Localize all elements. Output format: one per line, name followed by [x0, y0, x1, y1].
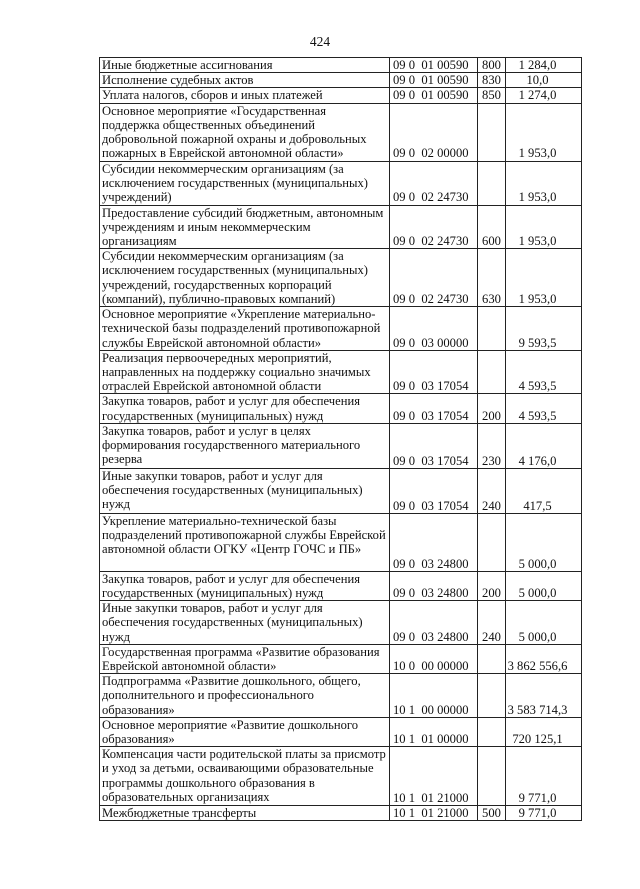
row-name-cell: Основное мероприятие «Государственная поддержка общественных объединений добровольной пожарной охраны и добровольных пожарных в Еврейской автономной области» — [100, 103, 390, 161]
row-expense-type-cell: 500 — [478, 806, 506, 821]
row-name-cell: Субсидии некоммерческим организациям (за исключением государственных (муниципальных) учреждений) — [100, 161, 390, 205]
row-code-cell: 09 0 01 00590 — [390, 73, 478, 88]
row-sum-cell: 4 593,5 — [506, 350, 582, 394]
table-row — [100, 249, 582, 307]
row-sum-cell: 3 583 714,3 — [506, 674, 582, 718]
table-row — [100, 601, 582, 645]
row-code-cell: 10 1 00 00000 — [390, 674, 478, 718]
row-code-cell: 09 0 01 00590 — [390, 58, 478, 73]
row-expense-type-cell: 240 — [478, 468, 506, 513]
table-row — [100, 73, 582, 88]
table-row — [100, 717, 582, 746]
table-row — [100, 350, 582, 394]
table-row — [100, 58, 582, 73]
row-sum-cell: 5 000,0 — [506, 571, 582, 600]
budget-table — [99, 57, 582, 821]
row-code-cell: 10 0 00 00000 — [390, 644, 478, 673]
row-expense-type-cell — [478, 644, 506, 673]
row-expense-type-cell: 240 — [478, 601, 506, 645]
row-name-cell: Реализация первоочередных мероприятий, направленных на поддержку социально значимых отраслей Еврейской автономной области — [100, 350, 390, 394]
row-name-cell: Государственная программа «Развитие образования Еврейской автономной области» — [100, 644, 390, 673]
row-code-cell: 09 0 02 24730 — [390, 249, 478, 307]
row-code-cell: 10 1 01 21000 — [390, 806, 478, 821]
table-row — [100, 747, 582, 806]
row-name-cell: Укрепление материально-технической базы подразделений противопожарной службы Еврейской автономной области ОГКУ «Центр ГОЧС и ПБ» — [100, 513, 390, 571]
row-code-cell: 09 0 03 17054 — [390, 350, 478, 394]
row-name-cell: Основное мероприятие «Развитие дошкольного образования» — [100, 717, 390, 746]
budget-table-body — [100, 58, 582, 821]
row-expense-type-cell — [478, 513, 506, 571]
row-code-cell: 09 0 03 00000 — [390, 307, 478, 351]
table-row — [100, 806, 582, 821]
row-expense-type-cell — [478, 161, 506, 205]
row-name-cell: Подпрограмма «Развитие дошкольного, общего, дополнительного и профессионального образования» — [100, 674, 390, 718]
row-sum-cell: 9 771,0 — [506, 747, 582, 806]
table-row — [100, 394, 582, 423]
row-sum-cell: 1 274,0 — [506, 88, 582, 103]
table-row — [100, 674, 582, 718]
row-expense-type-cell: 230 — [478, 423, 506, 468]
row-sum-cell: 1 284,0 — [506, 58, 582, 73]
row-name-cell: Закупка товаров, работ и услуг для обеспечения государственных (муниципальных) нужд — [100, 394, 390, 423]
row-sum-cell: 5 000,0 — [506, 601, 582, 645]
table-row — [100, 644, 582, 673]
row-expense-type-cell — [478, 674, 506, 718]
row-sum-cell: 1 953,0 — [506, 103, 582, 161]
row-code-cell: 09 0 03 17054 — [390, 468, 478, 513]
row-expense-type-cell — [478, 307, 506, 351]
row-expense-type-cell: 850 — [478, 88, 506, 103]
row-sum-cell: 4 593,5 — [506, 394, 582, 423]
row-name-cell: Субсидии некоммерческим организациям (за исключением государственных (муниципальных) учреждений, государственных корпораций (компаний), публично-правовых компаний) — [100, 249, 390, 307]
row-sum-cell: 1 953,0 — [506, 249, 582, 307]
row-name-cell: Иные закупки товаров, работ и услуг для обеспечения государственных (муниципальных) нужд — [100, 601, 390, 645]
row-name-cell: Основное мероприятие «Укрепление материально-технической базы подразделений противопожарной службы Еврейской автономной области» — [100, 307, 390, 351]
table-row — [100, 423, 582, 468]
table-row — [100, 88, 582, 103]
row-sum-cell: 1 953,0 — [506, 205, 582, 249]
row-code-cell: 09 0 03 24800 — [390, 513, 478, 571]
table-row — [100, 205, 582, 249]
table-row — [100, 307, 582, 351]
row-code-cell: 09 0 02 00000 — [390, 103, 478, 161]
row-sum-cell: 1 953,0 — [506, 161, 582, 205]
row-name-cell: Межбюджетные трансферты — [100, 806, 390, 821]
table-row — [100, 161, 582, 205]
table-row — [100, 103, 582, 161]
row-name-cell: Иные закупки товаров, работ и услуг для обеспечения государственных (муниципальных) нужд — [100, 468, 390, 513]
row-code-cell: 09 0 02 24730 — [390, 205, 478, 249]
row-sum-cell: 9 593,5 — [506, 307, 582, 351]
row-expense-type-cell: 830 — [478, 73, 506, 88]
row-expense-type-cell: 600 — [478, 205, 506, 249]
row-code-cell: 10 1 01 21000 — [390, 747, 478, 806]
row-expense-type-cell — [478, 103, 506, 161]
row-code-cell: 09 0 02 24730 — [390, 161, 478, 205]
row-sum-cell: 3 862 556,6 — [506, 644, 582, 673]
row-name-cell: Закупка товаров, работ и услуг в целях формирования государственного материального резерва — [100, 423, 390, 468]
row-code-cell: 09 0 01 00590 — [390, 88, 478, 103]
row-name-cell: Предоставление субсидий бюджетным, автономным учреждениям и иным некоммерческим организациям — [100, 205, 390, 249]
row-sum-cell: 5 000,0 — [506, 513, 582, 571]
row-expense-type-cell — [478, 717, 506, 746]
row-expense-type-cell — [478, 747, 506, 806]
row-expense-type-cell: 200 — [478, 571, 506, 600]
row-code-cell: 09 0 03 24800 — [390, 571, 478, 600]
row-code-cell: 09 0 03 24800 — [390, 601, 478, 645]
row-expense-type-cell: 800 — [478, 58, 506, 73]
row-sum-cell: 9 771,0 — [506, 806, 582, 821]
row-sum-cell: 417,5 — [506, 468, 582, 513]
row-expense-type-cell — [478, 350, 506, 394]
page-number: 424 — [309, 34, 331, 49]
row-code-cell: 09 0 03 17054 — [390, 394, 478, 423]
row-name-cell: Компенсация части родительской платы за присмотр и уход за детьми, осваивающими образовательные программы дошкольного образования в образовательных организациях — [100, 747, 390, 806]
row-name-cell: Уплата налогов, сборов и иных платежей — [100, 88, 390, 103]
row-sum-cell: 10,0 — [506, 73, 582, 88]
row-name-cell: Закупка товаров, работ и услуг для обеспечения государственных (муниципальных) нужд — [100, 571, 390, 600]
table-row — [100, 468, 582, 513]
row-name-cell: Иные бюджетные ассигнования — [100, 58, 390, 73]
row-name-cell: Исполнение судебных актов — [100, 73, 390, 88]
row-sum-cell: 720 125,1 — [506, 717, 582, 746]
row-sum-cell: 4 176,0 — [506, 423, 582, 468]
table-row — [100, 571, 582, 600]
row-expense-type-cell: 630 — [478, 249, 506, 307]
row-expense-type-cell: 200 — [478, 394, 506, 423]
row-code-cell: 10 1 01 00000 — [390, 717, 478, 746]
row-code-cell: 09 0 03 17054 — [390, 423, 478, 468]
table-row — [100, 513, 582, 571]
